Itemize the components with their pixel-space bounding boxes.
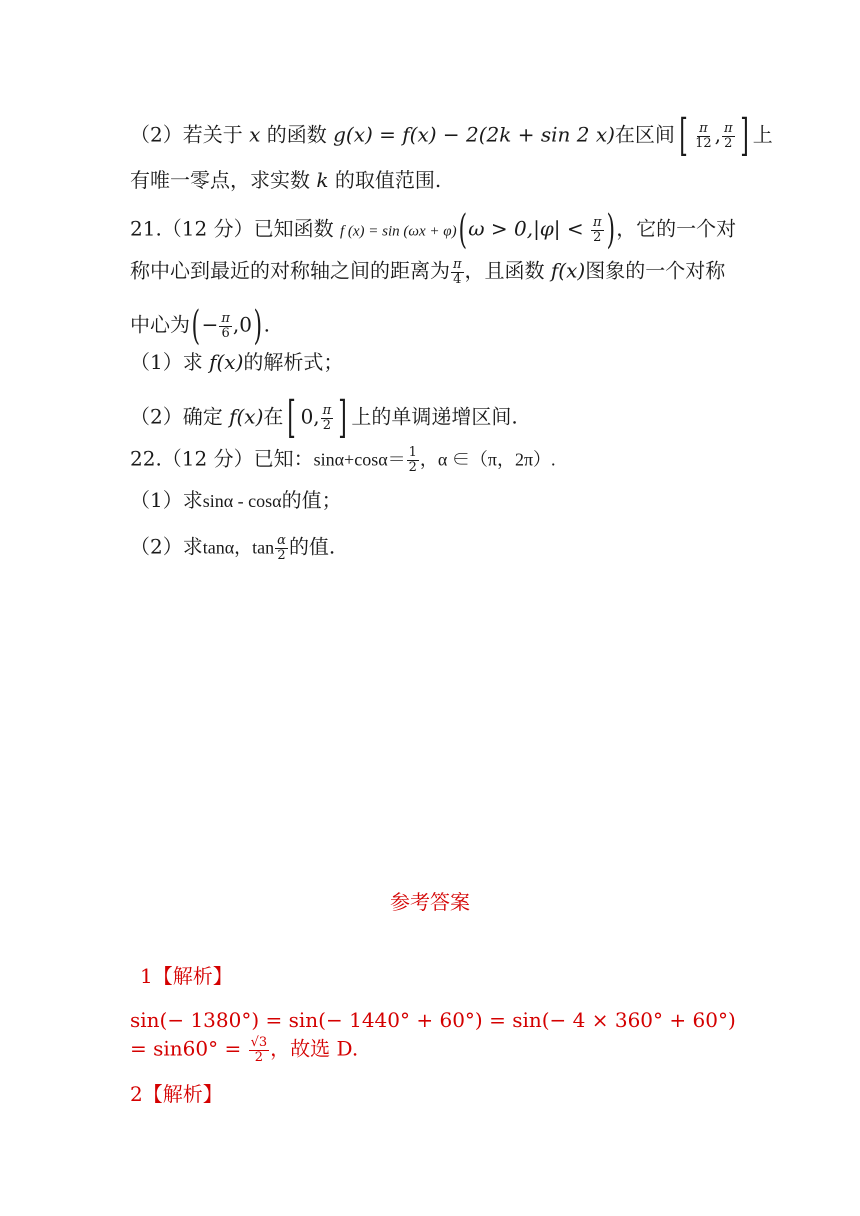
left-paren-icon: (	[191, 303, 201, 349]
answer-1-line2-b: ，故选 D.	[270, 1036, 359, 1061]
q21-center-tail: ,0	[232, 312, 253, 337]
q21-line3-a: 中心为	[130, 312, 190, 337]
q22-prefix: 22.（12 分）已知：	[130, 446, 314, 471]
q21-prefix: 21.（12 分）已知函数	[130, 216, 334, 241]
left-paren-icon: (	[458, 207, 467, 253]
q21-function-def: f (x) = sin (ωx + φ)	[339, 223, 457, 240]
q21-part2-b: 在	[263, 404, 284, 429]
q20-part2-line2	[130, 170, 441, 190]
q20-part2-line1: （2）若关于 x 的函数 g(x) = f(x) − 2(2k + sin 2 x)在区间[ $\frac{\pi}{12}$ , $\frac{\pi}{2}$ ] 上	[130, 110, 773, 161]
answer-1-fraction: $\frac{√3}{2}$	[250, 1035, 268, 1065]
q21-condition: ω > 0,|φ| <	[468, 216, 584, 241]
q21-part2-interval-start: 0,	[300, 404, 320, 429]
q22-given: sinα+cosα＝	[313, 449, 406, 470]
answer-1-line2-a: = sin60° =	[130, 1036, 242, 1061]
q21-part1	[130, 352, 343, 372]
q21-part1-fx: f(x)	[209, 350, 244, 374]
var-k: k	[316, 168, 329, 192]
q22-line1	[130, 446, 556, 474]
q21-line2-b: ，且函数	[464, 258, 545, 283]
q21-distance-fraction: $\frac{\pi}{4}$	[453, 257, 462, 287]
answer-1-expression: sin(− 1380°) = sin(− 1440° + 60°) = sin(− 4 × 360° + 60°)	[130, 1008, 736, 1032]
q20-interval-label: 在区间	[614, 122, 675, 147]
answer-1-label: 1【解析】	[140, 964, 233, 988]
answers-title: 参考答案	[390, 890, 470, 914]
q22-part2-a: （2）求	[130, 534, 203, 559]
var-x: x	[249, 122, 261, 147]
q21-part2-interval-fraction: $\frac{\pi}{2}$	[322, 402, 332, 433]
right-bracket-icon: ]	[338, 392, 348, 443]
q20-part2-line2-b: 的取值范围.	[334, 168, 442, 192]
q21-line3: 中心为(− $\frac{\pi}{6}$ ,0).	[130, 303, 270, 349]
g-expression: g(x) = f(x) − 2(2k + sin 2 x)	[333, 122, 615, 147]
q21-fx: f(x)	[550, 258, 586, 283]
q22-given-fraction: $\frac{1}{2}$	[408, 445, 417, 475]
q21-line2	[130, 258, 725, 286]
q22-part2-b: 的值.	[288, 534, 336, 559]
q21-part1-a: （1）求	[130, 350, 203, 374]
right-paren-icon: )	[606, 207, 615, 253]
answer-1-line1	[130, 1010, 736, 1030]
q21-line1	[130, 207, 737, 253]
q21-part2-c: 上的单调递增区间.	[351, 404, 518, 429]
q22-part1-expr: sinα - cosα	[202, 491, 282, 511]
q21-line2-a: 称中心到最近的对称轴之间的距离为	[130, 258, 450, 283]
q20-part2-mid: 的函数	[266, 122, 327, 147]
q21-part2-a: （2）确定	[130, 404, 223, 429]
answer-2-label: 2【解析】	[130, 1082, 223, 1106]
q21-line2-c: 图象的一个对称	[585, 258, 726, 283]
interval-end-fraction: $\frac{\pi}{2}$	[724, 120, 733, 151]
q22-part2-fraction: $\frac{\alpha}{2}$	[277, 533, 286, 563]
q20-part2-tail: 上	[752, 122, 773, 147]
answer-1-line2	[130, 1036, 358, 1064]
right-bracket-icon: ]	[739, 110, 749, 161]
left-bracket-icon: [	[287, 392, 297, 443]
q22-range: ，α ∈（π，2π）.	[419, 449, 556, 470]
q22-part2	[130, 534, 335, 562]
q22-part1-b: 的值；	[281, 488, 342, 512]
q21-condition-fraction: $\frac{\pi}{2}$	[593, 214, 602, 245]
q22-part1-a: （1）求	[130, 488, 203, 512]
left-bracket-icon: [	[679, 110, 688, 161]
q21-line1-tail: ，它的一个对	[616, 216, 737, 241]
q20-part2-prefix: （2）若关于	[130, 122, 243, 147]
q21-center-minus: −	[201, 312, 219, 337]
q21-part1-b: 的解析式；	[243, 350, 344, 374]
q22-part1	[130, 490, 342, 510]
q21-part2-fx: f(x)	[229, 404, 264, 429]
right-paren-icon: )	[253, 303, 263, 349]
interval-start-fraction: $\frac{\pi}{12}$	[695, 120, 712, 151]
q22-part2-tan: tanα，tan	[202, 537, 275, 558]
q21-part2	[130, 392, 518, 443]
q21-center-fraction: $\frac{\pi}{6}$	[221, 310, 230, 341]
q20-part2-line2-a: 有唯一零点，求实数	[130, 168, 310, 192]
